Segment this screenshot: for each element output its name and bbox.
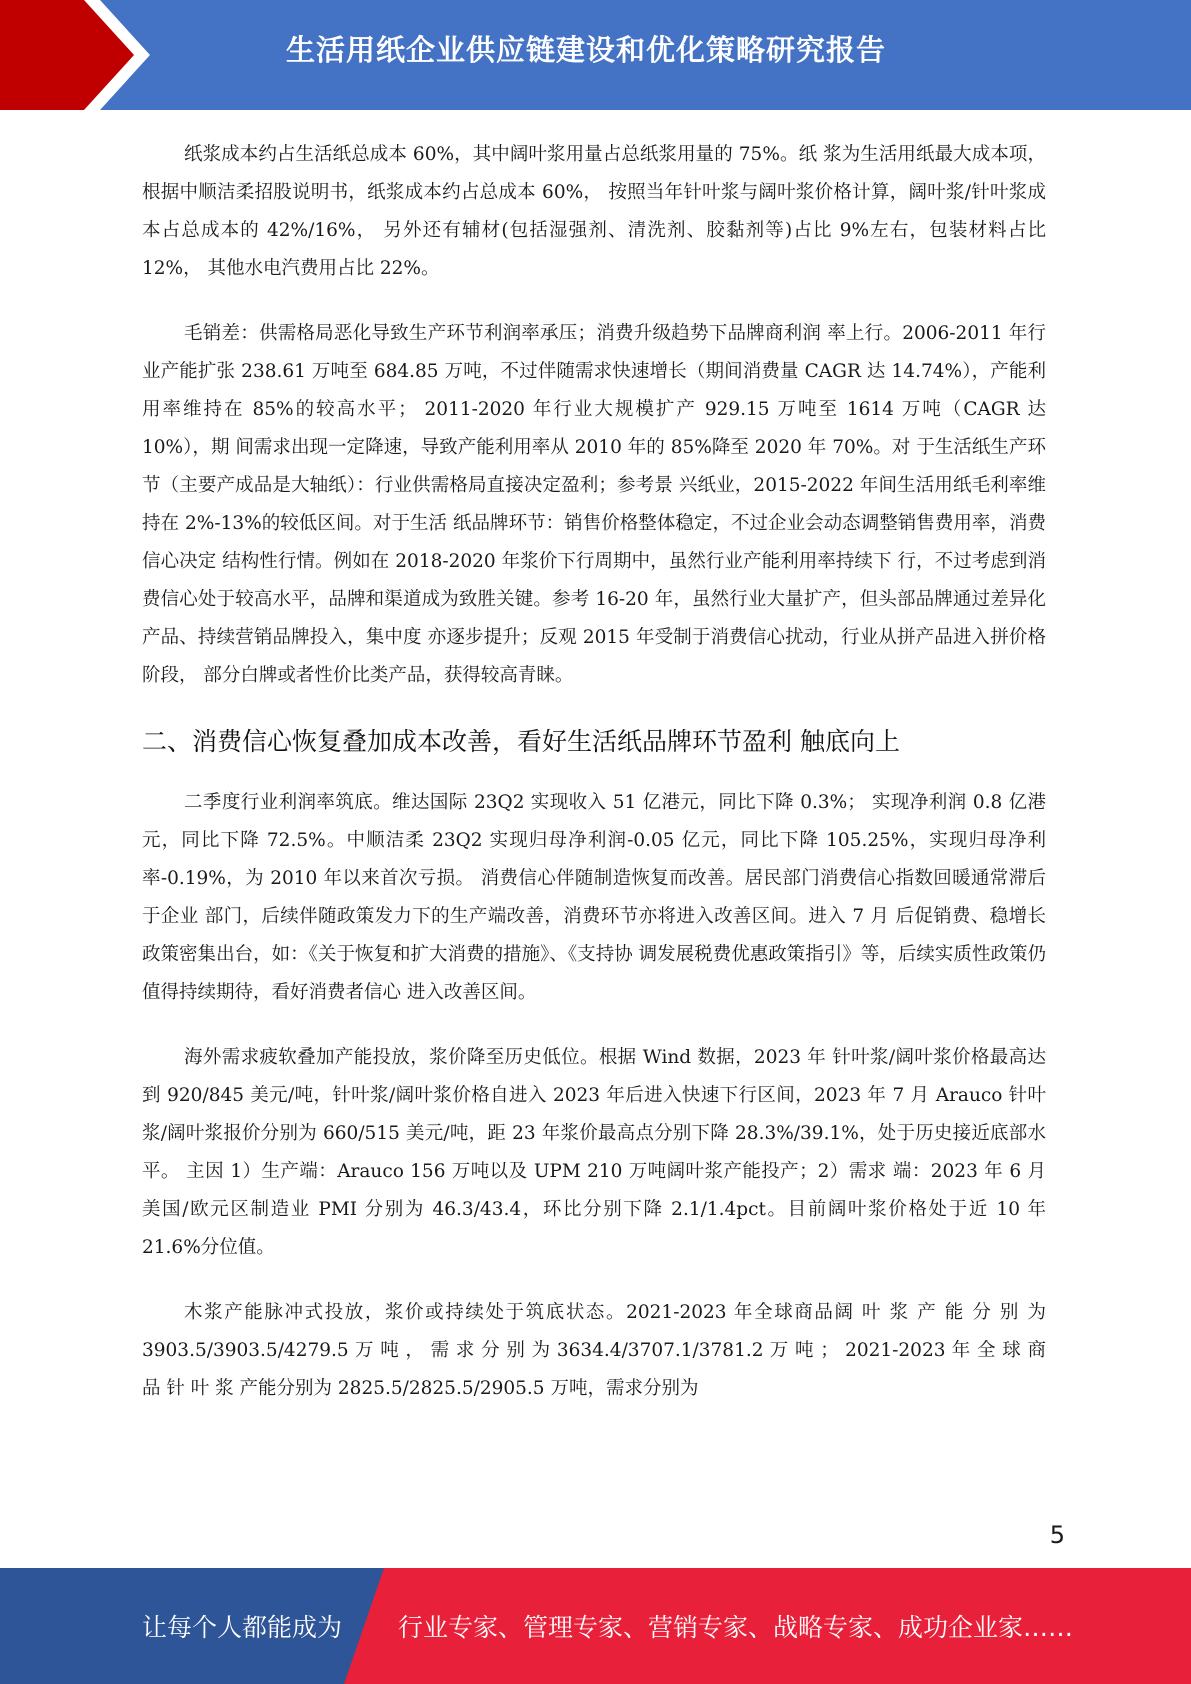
body-paragraph: 海外需求疲软叠加产能投放，浆价降至历史低位。根据 Wind 数据，2023 年 针叶浆/阔叶浆价格最高达到 920/845 美元/吨，针叶浆/阔叶浆价格自进入 2023 年后进入快速下行区间，2023 年 7 月 Arauco 针叶浆/阔叶浆报价分别为 660/515 美元/吨，距 23 年浆价最高点分别下降 28.3%/39.1%，处于历史接近底部水平。 主因 1）生产端：Arauco 156 万吨以及 UPM 210 万吨阔叶浆产能投产；2）需求 端：2023 年 6 月美国/欧元区制造业 PMI 分别为 46.3/43.4，环比分别下降 2.1/1.4pct。目前阔叶浆价格处于近 10 年 21.6%分位值。	[142, 1047, 1046, 1258]
document-body	[142, 136, 1046, 1435]
header-title: 生活用纸企业供应链建设和优化策略研究报告	[286, 33, 887, 67]
page-number: 5	[1049, 1521, 1065, 1549]
footer-slogan-right: 行业专家、管理专家、营销专家、战略专家、成功企业家……	[398, 1613, 1074, 1642]
body-paragraph: 纸浆成本约占生活纸总成本 60%，其中阔叶浆用量占总纸浆用量的 75%。纸 浆为生活用纸最大成本项，根据中顺洁柔招股说明书，纸浆成本约占总成本 60%， 按照当年针叶浆与阔叶浆价格计算，阔叶浆/针叶浆成本占总成本的 42%/16%， 另外还有辅材(包括湿强剂、清洗剂、胶黏剂等)占比 9%左右，包装材料占比 12%， 其他水电汽费用占比 22%。	[142, 144, 1046, 279]
page-footer	[0, 1568, 1191, 1684]
body-paragraph: 二季度行业利润率筑底。维达国际 23Q2 实现收入 51 亿港元，同比下降 0.3%； 实现净利润 0.8 亿港元，同比下降 72.5%。中顺洁柔 23Q2 实现归母净利润-0.05 亿元，同比下降 105.25%，实现归母净利率-0.19%，为 2010 年以来首次亏损。 消费信心伴随制造恢复而改善。居民部门消费信心指数回暖通常滞后于企业 部门，后续伴随政策发力下的生产端改善，消费环节亦将进入改善区间。进入 7 月 后促销费、稳增长政策密集出台，如：《关于恢复和扩大消费的措施》、《支持协 调发展税费优惠政策指引》等，后续实质性政策仍值得持续期待，看好消费者信心 进入改善区间。	[142, 792, 1046, 1003]
chevron-arrow-icon	[0, 0, 160, 110]
section-heading: 二、消费信心恢复叠加成本改善，看好生活纸品牌环节盈利 触底向上	[142, 727, 900, 756]
page-header	[0, 0, 1191, 110]
body-paragraph: 木浆产能脉冲式投放，浆价或持续处于筑底状态。2021-2023 年全球商品阔 叶 浆 产 能 分 别 为 3903.5/3903.5/4279.5 万 吨 ， 需 求 分 别 为 3634.4/3707.1/3781.2 万 吨 ； 2021-2023 年 全 球 商 品 针 叶 浆 产能分别为 2825.5/2825.5/2905.5 万吨，需求分别为	[142, 1302, 1046, 1399]
footer-slogan-left: 让每个人都能成为	[142, 1613, 343, 1642]
body-paragraph: 毛销差：供需格局恶化导致生产环节利润率承压；消费升级趋势下品牌商利润 率上行。2006-2011 年行业产能扩张 238.61 万吨至 684.85 万吨，不过伴随需求快速增长（期间消费量 CAGR 达 14.74%），产能利用率维持在 85%的较高水平； 2011-2020 年行业大规模扩产 929.15 万吨至 1614 万吨（CAGR 达 10%），期 间需求出现一定降速，导致产能利用率从 2010 年的 85%降至 2020 年 70%。对 于生活纸生产环节（主要产成品是大轴纸）：行业供需格局直接决定盈利；参考景 兴纸业，2015-2022 年间生活用纸毛利率维持在 2%-13%的较低区间。对于生活 纸品牌环节：销售价格整体稳定，不过企业会动态调整销售费用率，消费信心决定 结构性行情。例如在 2018-2020 年浆价下行周期中，虽然行业产能利用率持续下 行，不过考虑到消费信心处于较高水平，品牌和渠道成为致胜关键。参考 16-20 年，虽然行业大量扩产，但头部品牌通过差异化产品、持续营销品牌投入，集中度 亦逐步提升；反观 2015 年受制于消费信心扰动，行业从拼产品进入拼价格阶段， 部分白牌或者性价比类产品，获得较高青睐。	[142, 323, 1046, 686]
